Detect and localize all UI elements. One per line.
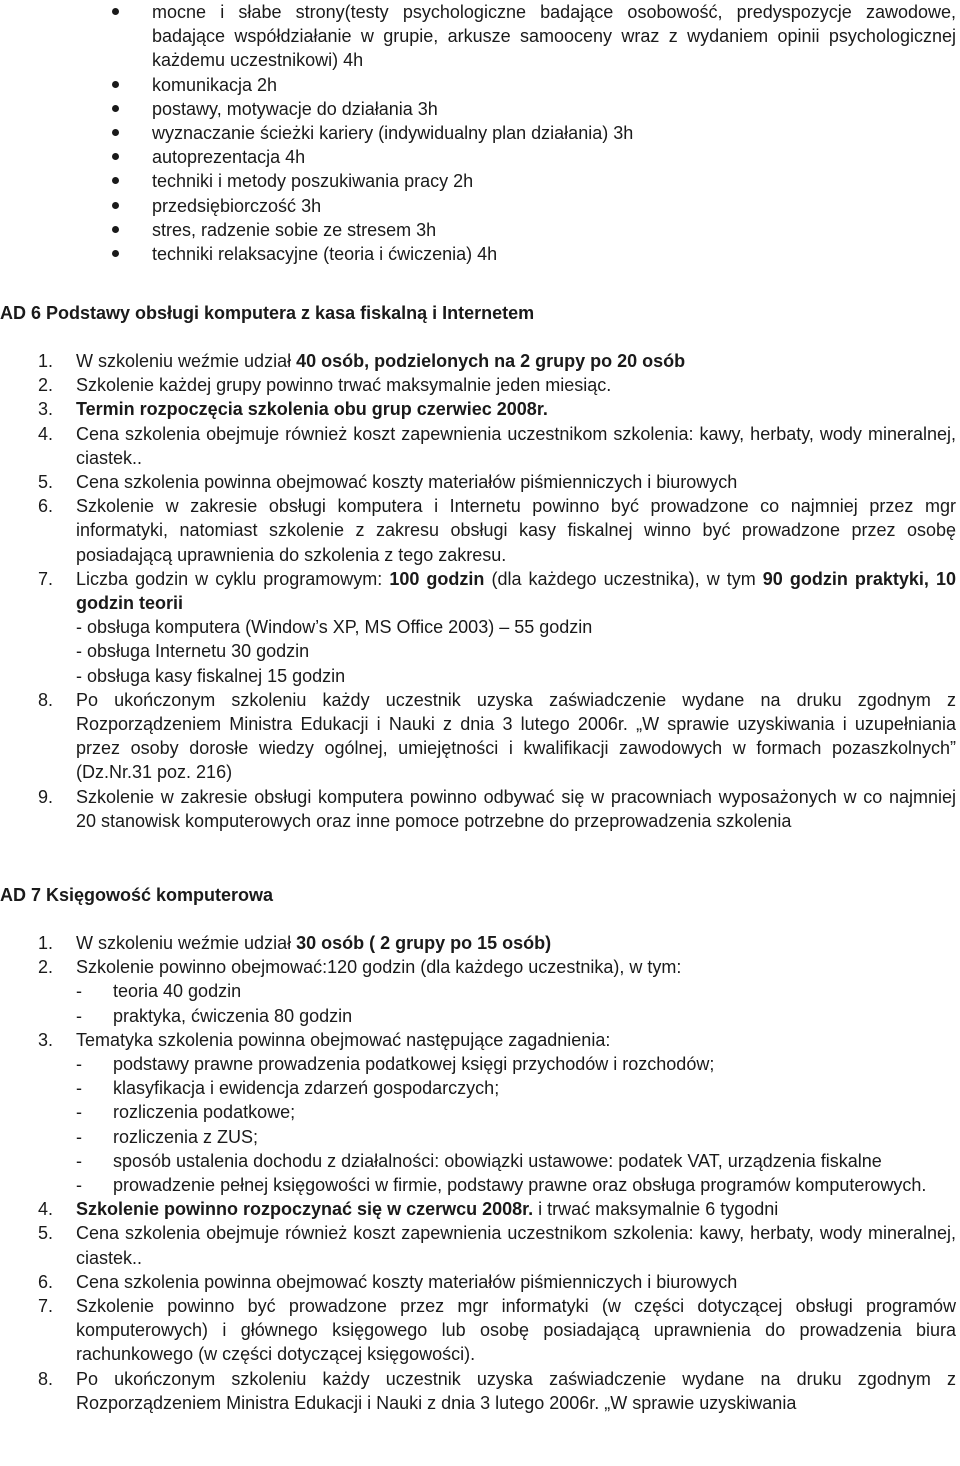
sub-item: - teoria 40 godzin — [76, 979, 956, 1003]
list-item: 7. Szkolenie powinno być prowadzone przez mgr informatyki (w części dotyczącej obsługi programów komputerowych) i głównego księgowego lub osobę posiadającą uprawnienia do prowadzenia biura rachunkowego (w części dotyczącej księgowości). — [38, 1296, 956, 1365]
ad7-numbered-list — [0, 931, 956, 1415]
section-heading-ad7: AD 7 Księgowość komputerowa — [0, 885, 274, 905]
module-topics-list — [0, 0, 956, 266]
sub-item: - sposób ustalenia dochodu z działalności: obowiązki ustawowe: podatek VAT, urządzenia fiskalne — [76, 1149, 956, 1173]
list-item: 2. Szkolenie powinno obejmować:120 godzin (dla każdego uczestnika), w tym: - teoria 40 godzin - praktyka, ćwiczenia 80 godzin — [0, 955, 956, 1028]
sub-item: - prowadzenie pełnej księgowości w firmie, podstawy prawne oraz obsługa programów komputerowych. — [76, 1173, 956, 1197]
list-item: 8. Po ukończonym szkoleniu każdy uczestnik uzyska zaświadczenie wydane na druku zgodnym z Rozporządzeniem Ministra Edukacji i Nauki z dnia 3 lutego 2006r. „W sprawie uzyskiwania i uzupełniania przez osoby dorosłe wiedzy ogólnej, umiejętności i kwalifikacji zawodowych w formach pozaszkolnych” (Dz.Nr.31 poz. 216) — [38, 689, 956, 783]
section-heading-ad6: AD 6 Podstawy obsługi komputera z kasa fiskalną i Internetem — [0, 303, 535, 323]
list-item: 9. Szkolenie w zakresie obsługi komputera powinno odbywać się w pracowniach wyposażonych w co najmniej 20 stanowisk komputerowych oraz inne pomoce potrzebne do przeprowadzenia szkolenia — [38, 786, 956, 831]
sub-item: - praktyka, ćwiczenia 80 godzin — [76, 1004, 956, 1028]
sub-item: - rozliczenia podatkowe; — [76, 1100, 956, 1124]
list-item: 6. Cena szkolenia powinna obejmować koszty materiałów piśmienniczych i biurowych — [38, 1271, 738, 1292]
list-item: 3. Tematyka szkolenia powinna obejmować następujące zagadnienia: - podstawy prawne prowadzenia podatkowej księgi przychodów i rozchodów; - klasyfikacja i ewidencja zdarzeń gospodarczych; - rozliczenia podatkowe; - rozliczenia z ZUS; - sposób ustalenia dochodu z działalności: obowiązki ustawowe: podatek VAT, urządzenia fiskalne - prowadzenie pełnej księgowości w firmie, podstawy prawne oraz obsługa programów komputerowych. — [0, 1028, 956, 1197]
list-item: postawy, motywacje do działania 3h — [0, 97, 956, 121]
list-item: 6. Szkolenie w zakresie obsługi komputera i Internetu powinno być prowadzone co najmniej przez mgr informatyki, natomiast szkolenie z zakresu obsługi kasy fiskalnej winno być prowadzone przez osobę posiadającą uprawnienia do szkolenia z tego zakresu. — [38, 496, 956, 565]
hours-breakdown-line: - obsługa kasy fiskalnej 15 godzin — [76, 665, 346, 686]
list-item: 5. Cena szkolenia powinna obejmować koszty materiałów piśmienniczych i biurowych — [38, 472, 738, 493]
list-item: komunikacja 2h — [0, 73, 956, 97]
list-item: 7. Liczba godzin w cyklu programowym: 100 godzin (dla każdego uczestnika), w tym 90 godzin praktyki, 10 godzin teorii - obsługa komputera (Window’s XP, MS Office 2003) – 55 godzin - obsługa Internetu 30 godzin - obsługa kasy fiskalnej 15 godzin — [0, 567, 956, 688]
sub-item: - rozliczenia z ZUS; — [76, 1125, 956, 1149]
list-item: 3. Termin rozpoczęcia szkolenia obu grup czerwiec 2008r. — [38, 399, 548, 420]
list-item: mocne i słabe strony(testy psychologiczne badające osobowość, predyspozycje zawodowe, badające współdziałanie w grupie, arkusze samooceny wraz z wydaniem opinii psychologicznej każdemu uczestnikowi) 4h — [0, 0, 956, 73]
list-item: przedsiębiorczość 3h — [0, 194, 956, 218]
ad6-numbered-list — [0, 349, 956, 833]
list-item: 8. Po ukończonym szkoleniu każdy uczestnik uzyska zaświadczenie wydane na druku zgodnym z Rozporządzeniem Ministra Edukacji i Nauki z dnia 3 lutego 2006r. „W sprawie uzyskiwania — [38, 1368, 956, 1413]
list-item: autoprezentacja 4h — [0, 145, 956, 169]
sub-item: - klasyfikacja i ewidencja zdarzeń gospodarczych; — [76, 1076, 956, 1100]
hours-breakdown-line: - obsługa komputera (Window’s XP, MS Office 2003) – 55 godzin — [76, 617, 593, 638]
list-item: wyznaczanie ścieżki kariery (indywidualny plan działania) 3h — [0, 121, 956, 145]
list-item: 4. Cena szkolenia obejmuje również koszt zapewnienia uczestnikom szkolenia: kawy, herbaty, wody mineralnej, ciastek.. — [38, 423, 956, 468]
list-item: techniki relaksacyjne (teoria i ćwiczenia) 4h — [0, 242, 956, 266]
sub-item: - podstawy prawne prowadzenia podatkowej księgi przychodów i rozchodów; — [76, 1052, 956, 1076]
list-item: 5. Cena szkolenia obejmuje również koszt zapewnienia uczestnikom szkolenia: kawy, herbaty, wody mineralnej, ciastek.. — [38, 1223, 956, 1268]
list-item: 4. Szkolenie powinno rozpoczynać się w czerwcu 2008r. i trwać maksymalnie 6 tygodni — [38, 1199, 779, 1220]
list-item: techniki i metody poszukiwania pracy 2h — [0, 169, 956, 193]
list-item: 2. Szkolenie każdej grupy powinno trwać maksymalnie jeden miesiąc. — [38, 375, 612, 396]
hours-breakdown-line: - obsługa Internetu 30 godzin — [76, 641, 310, 662]
list-item: 1. W szkoleniu weźmie udział 40 osób, podzielonych na 2 grupy po 20 osób — [38, 351, 686, 371]
list-item: stres, radzenie sobie ze stresem 3h — [0, 218, 956, 242]
list-item: 1. W szkoleniu weźmie udział 30 osób ( 2 grupy po 15 osób) — [38, 933, 552, 953]
